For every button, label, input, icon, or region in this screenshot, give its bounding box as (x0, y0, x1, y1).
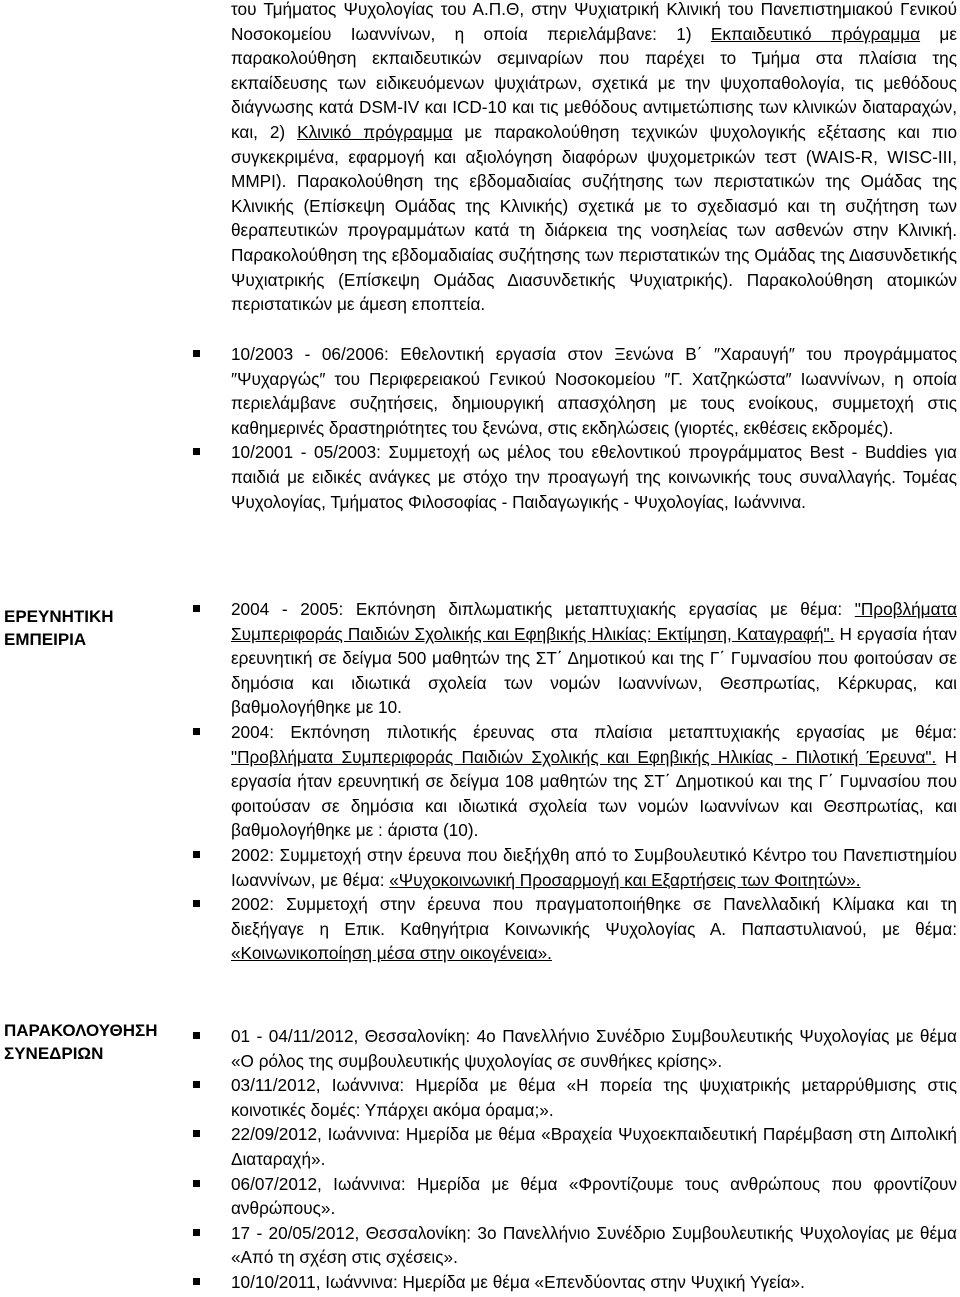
square-bullet-icon (193, 350, 200, 357)
square-bullet-icon (193, 448, 200, 455)
list-item: 17 - 20/05/2012, Θεσσαλονίκη: 3ο Πανελλήνιο Συνέδριο Συμβουλευτικής Ψυχολογίας με θέμα «Από τη σχέση στις σχέσεις». (231, 1221, 957, 1270)
training-description (231, 0, 957, 317)
square-bullet-icon (193, 1130, 200, 1137)
square-bullet-icon (193, 1180, 200, 1187)
list-item: 2004 - 2005: Εκπόνηση διπλωματικής μεταπτυχιακής εργασίας με θέμα: "Προβλήματα Συμπεριφοράς Παιδιών Σχολικής και Εφηβικής Ηλικίας: Εκτίμηση, Καταγραφή". Η εργασία ήταν ερευνητική σε δείγμα 500 μαθητών της ΣΤ΄ Δημοτικού και της Γ΄ Γυμνασίου που φοιτούσαν σε δημόσια και ιδιωτικά σχολεία των νομών Ιωαννίνων, Θεσπρωτίας, Κέρκυρας, και βαθμολογήθηκε με 10. (231, 597, 957, 720)
intro-text: του Τμήματος Ψυχολογίας του Α.Π.Θ, στην Ψυχιατρική Κλινική του Πανεπιστημιακού Γενικού Νοσοκομείου Ιωαννίνων, η οποία περιελάμβανε: 1) (231, 0, 957, 44)
square-bullet-icon (193, 1081, 200, 1088)
intro-text: με παρακολούθηση εκπαιδευτικών σεμιναρίων που παρέχει το Τμήμα στα πλαίσια της εκπαίδευσης των ειδικευόμενων ψυχιάτρων, σχετικά με την ψυχοπαθολογία, τις μεθόδους διάγνωσης κατά DSM-IV και ICD-10 και τις μεθόδους αντιμετώπισης των κλινικών διαταραχών, και, 2) (231, 23, 958, 142)
volunteer-list (231, 342, 957, 514)
square-bullet-icon (193, 728, 200, 735)
list-item: 22/09/2012, Ιωάννινα: Ημερίδα με θέμα «Βραχεία Ψυχοεκπαιδευτική Παρέμβαση στη Διπολική Διαταραχή». (231, 1122, 957, 1171)
square-bullet-icon (193, 605, 200, 612)
square-bullet-icon (193, 1032, 200, 1039)
list-item: 2002: Συμμετοχή στην έρευνα που διεξήχθη από το Συμβουλευτικό Κέντρο του Πανεπιστημίου Ιωαννίνων, με θέμα: «Ψυχοκοινωνική Προσαρμογή και Εξαρτήσεις των Φοιτητών». (231, 843, 957, 892)
square-bullet-icon (193, 1278, 200, 1285)
list-item: 2004: Εκπόνηση πιλοτικής έρευνας στα πλαίσια μεταπτυχιακής εργασίας με θέμα: "Προβλήματα Συμπεριφοράς Παιδιών Σχολικής και Εφηβικής Ηλικίας - Πιλοτική Έρευνα". Η εργασία ήταν ερευνητική σε δείγμα 108 μαθητών της ΣΤ΄ Δημοτικού και της Γ΄ Γυμνασίου που φοιτούσαν σε δημόσια και ιδιωτικά σχολεία των νομών Ιωαννίνων και Θεσπρωτίας, και βαθμολογήθηκε με : άριστα (10). (231, 720, 957, 843)
square-bullet-icon (193, 900, 200, 907)
conferences-list (231, 1024, 957, 1295)
intro-text: με παρακολούθηση τεχνικών ψυχολογικής εξέτασης και πιο συγκεκριμένα, εφαρμογή και αξιολόγηση διαφόρων ψυχομετρικών τεστ (WAIS-R, WISC-III, MMPI). Παρακολούθηση της εβδομαδιαίας συζήτησης των περιστατικών της Ομάδας της Κλινικής (Επίσκεψη Ομάδας της Κλινικής) σχετικά με το σχεδιασμό και τη συζήτηση των θεραπευτικών προγραμμάτων κατά τη διάρκεια της νοσηλείας των ασθενών στην Κλινική. Παρακολούθηση της εβδομαδιαίας συζήτησης των περιστατικών της Ομάδας της Διασυνδετικής Ψυχιατρικής (Επίσκεψη Ομάδας Διασυνδετικής Ψυχιατρικής). Παρακολούθηση ατομικών περιστατικών με άμεση εποπτεία. (231, 121, 958, 315)
list-item: 06/07/2012, Ιωάννινα: Ημερίδα με θέμα «Φροντίζουμε τους ανθρώπους που φροντίζουν ανθρώπους». (231, 1172, 957, 1221)
section-label-conferences: ΠΑΡΑΚΟΛΟΥΘΗΣΗ ΣΥΝΕΔΡΙΩΝ (4, 1021, 158, 1063)
square-bullet-icon (193, 1229, 200, 1236)
educational-program-label: Εκπαιδευτικό πρόγραμμα (710, 23, 921, 44)
list-item: 03/11/2012, Ιωάννινα: Ημερίδα με θέμα «Η πορεία της ψυχιατρικής μεταρρύθμισης στις κοινοτικές δομές: Υπάρχει ακόμα όραμα;». (231, 1073, 957, 1122)
list-item: 2002: Συμμετοχή στην έρευνα που πραγματοποιήθηκε σε Πανελλαδική Κλίμακα και τη διεξήγαγε η Επικ. Καθηγήτρια Κοινωνικής Ψυχολογίας Α. Παπαστυλιανού, με θέμα: «Κοινωνικοποίηση μέσα στην οικογένεια». (231, 892, 957, 966)
list-item: 10/2001 - 05/2003: Συμμετοχή ως μέλος του εθελοντικού προγράμματος Best - Buddies για παιδιά με ειδικές ανάγκες με στόχο την προαγωγή της κοινωνικής τους συναλλαγής. Τομέας Ψυχολογίας, Τμήματος Φιλοσοφίας - Παιδαγωγικής - Ψυχολογίας, Ιωάννινα. (231, 440, 957, 514)
research-list (231, 597, 957, 966)
list-item: 01 - 04/11/2012, Θεσσαλονίκη: 4ο Πανελλήνιο Συνέδριο Συμβουλευτικής Ψυχολογίας με θέμα «Ο ρόλος της συμβουλευτικής ψυχολογίας σε συνθήκες κρίσης». (231, 1024, 957, 1073)
clinical-program-label: Κλινικό πρόγραμμα (297, 121, 453, 142)
section-label-research: ΕΡΕΥΝΗΤΙΚΗ ΕΜΠΕΙΡΙΑ (4, 607, 114, 649)
square-bullet-icon (193, 851, 200, 858)
list-item: 10/2003 - 06/2006: Εθελοντική εργασία στον Ξενώνα Β΄ ″Χαραυγή″ του προγράμματος ″Ψυχαργώς″ του Περιφερειακού Γενικού Νοσοκομείου ″Γ. Χατζηκώστα″ Ιωαννίνων, η οποία περιελάμβανε συζητήσεις, δημιουργική απασχόληση με τους ενοίκους, συμμετοχή στις καθημερινές δραστηριότητες του ξενώνα, στις εκδηλώσεις (γιορτές, εκθέσεις εκδρομές). (231, 342, 957, 440)
list-item: 10/10/2011, Ιωάννινα: Ημερίδα με θέμα «Επενδύοντας στην Ψυχική Υγεία». (231, 1270, 957, 1295)
